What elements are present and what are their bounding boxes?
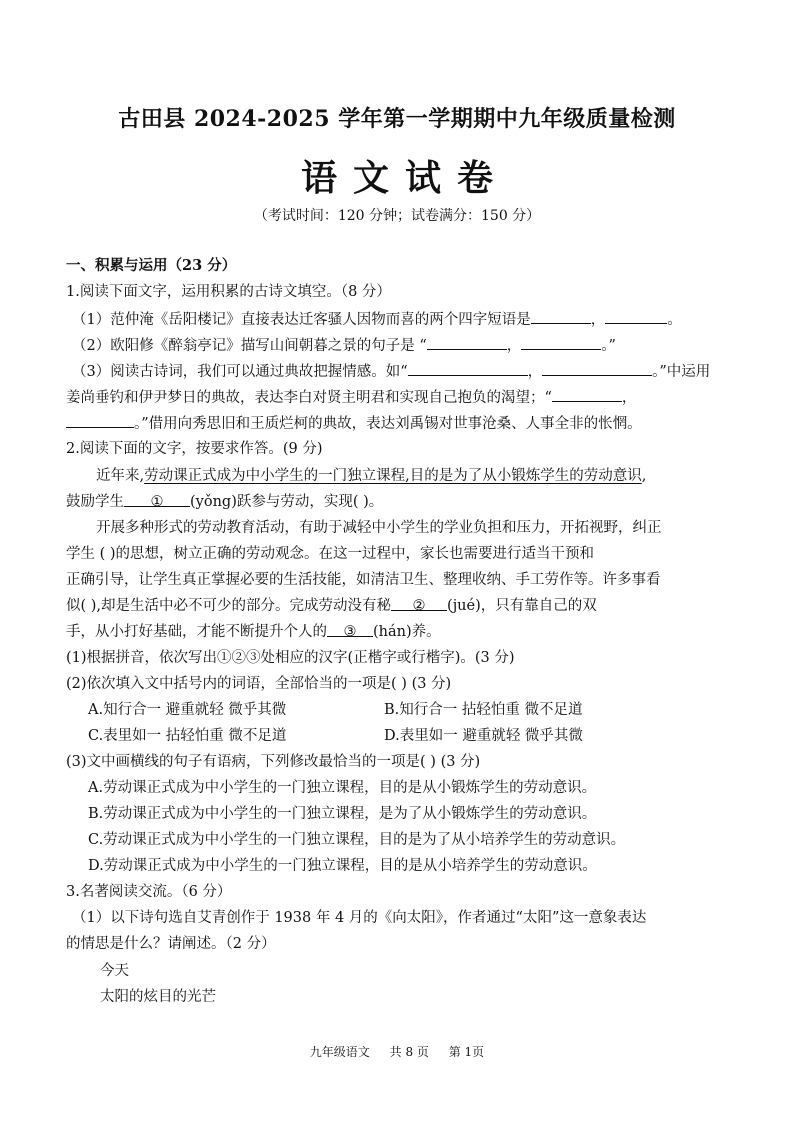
poem-line-2: 太阳的炫目的光芒 <box>100 989 216 1005</box>
question-3-stem: 3.名著阅读交流。（6 分） <box>66 884 232 900</box>
option-2d[interactable]: D.表里如一 避重就轻 微乎其微 <box>384 728 583 744</box>
option-3c[interactable]: C.劳动课正式成为中小学生的一门独立课程，目的是为了从小培养学生的劳动意识。 <box>88 832 626 848</box>
option-3a[interactable]: A.劳动课正式成为中小学生的一门独立课程，目的是从小锻炼学生的劳动意识。 <box>88 780 597 796</box>
option-3d[interactable]: D.劳动课正式成为中小学生的一门独立课程，目的是从小培养学生的劳动意识。 <box>88 858 597 874</box>
poem-line-1: 今天 <box>100 963 129 979</box>
footer-subject: 九年级语文 <box>309 1045 370 1059</box>
pinyin-blank-1[interactable]: ① <box>124 492 190 507</box>
pinyin-blank-2[interactable]: ② <box>391 596 447 611</box>
question-3-part-1-cont: 的情思是什么？请阐述。（2 分） <box>66 936 276 952</box>
answer-blank[interactable] <box>605 309 667 324</box>
sub-question-1: (1)根据拼音，依次写出①②③处相应的汉字(正楷字或行楷字)。(3 分) <box>66 650 515 666</box>
answer-blank[interactable] <box>552 387 622 402</box>
question-1-part-3-cont: 姜尚垂钓和伊尹梦日的典故，表达李白对贤主明君和实现自己抱负的渴望；“ ， <box>66 387 726 408</box>
option-2a[interactable]: A.知行合一 避重就轻 微乎其微 <box>88 702 287 718</box>
underlined-sentence: 劳动课正式成为中小学生的一门独立课程,目的是为了从小锻炼学生的劳动意识 <box>144 468 642 484</box>
passage-line-6: 似( ),却是生活中必不可少的部分。完成劳动没有秘 ② (jué)，只有靠自己的双 <box>66 598 597 614</box>
question-1-stem: 1.阅读下面文字，运用积累的古诗文填空。（8 分） <box>66 284 391 300</box>
answer-blank[interactable] <box>427 335 507 350</box>
answer-blank[interactable] <box>531 309 591 324</box>
subject-title: 语文试卷 <box>300 157 509 199</box>
option-2b[interactable]: B.知行合一 拈轻怕重 微不足道 <box>384 702 583 718</box>
question-1-part-3-end: 。”借用向秀思旧和王质烂柯的典故，表达刘禹锡对世事沧桑、人事全非的怅惘。 <box>66 413 726 434</box>
passage-line-3: 开展多种形式的劳动教育活动，有助于减轻中小学生的学业负担和压力，开拓视野，纠正 <box>96 520 662 536</box>
question-1-part-2: （2）欧阳修《醉翁亭记》描写山间朝暮之景的句子是 “ ， 。” <box>72 335 732 356</box>
question-2-stem: 2.阅读下面的文字，按要求作答。(9 分) <box>66 441 323 457</box>
sub-question-3: (3)文中画横线的句子有语病，下列修改最恰当的一项是( ) (3 分) <box>66 754 481 770</box>
exam-info: （考试时间：120 分钟；试卷满分：150 分） <box>253 208 541 224</box>
option-2c[interactable]: C.表里如一 拈轻怕重 微不足道 <box>88 728 287 744</box>
sub-question-2: (2)依次填入文中括号内的词语，全部恰当的一项是( ) (3 分) <box>66 676 452 692</box>
option-3b[interactable]: B.劳动课正式成为中小学生的一门独立课程，是为了从小锻炼学生的劳动意识。 <box>88 806 597 822</box>
pinyin-blank-3[interactable]: ③ <box>327 622 373 637</box>
question-1-part-1: （1）范仲淹《岳阳楼记》直接表达迁客骚人因物而喜的两个四字短语是 ， 。 <box>72 309 732 330</box>
passage-line-7: 手，从小打好基础，才能不断提升个人的 ③ (hán)养。 <box>66 624 441 640</box>
passage-line-4: 学生 ( )的思想，树立正确的劳动观念。在这一过程中，家长也需要进行适当干预和 <box>66 546 595 562</box>
passage-line-2: 鼓励学生 ① (yǒng)跃参与劳动，实现( )。 <box>66 494 384 510</box>
question-3-part-1: （1）以下诗句选自艾青创作于 1938 年 4 月的《向太阳》，作者通过“太阳”这一意象表达 <box>72 910 647 926</box>
answer-blank[interactable] <box>521 335 601 350</box>
answer-blank[interactable] <box>408 361 528 376</box>
answer-blank[interactable] <box>542 361 652 376</box>
answer-blank[interactable] <box>66 413 134 428</box>
question-1-part-3: （3）阅读古诗词，我们可以通过典故把握情感。如“ ， 。”中运用 <box>72 361 732 382</box>
page-footer <box>0 1043 794 1060</box>
exam-title: 古田县 2024-2025 学年第一学期期中九年级质量检测 <box>118 106 676 132</box>
footer-total-pages: 共 8 页 <box>389 1045 429 1059</box>
footer-page-number: 第 1页 <box>448 1045 485 1059</box>
section-heading: 一、积累与运用（23 分） <box>66 257 237 274</box>
passage-line-5: 正确引导，让学生真正掌握必要的生活技能，如清洁卫生、整理收纳、手工劳作等。许多事看 <box>66 572 661 588</box>
passage-line-1: 近年来,劳动课正式成为中小学生的一门独立课程,目的是为了从小锻炼学生的劳动意识, <box>96 468 647 484</box>
